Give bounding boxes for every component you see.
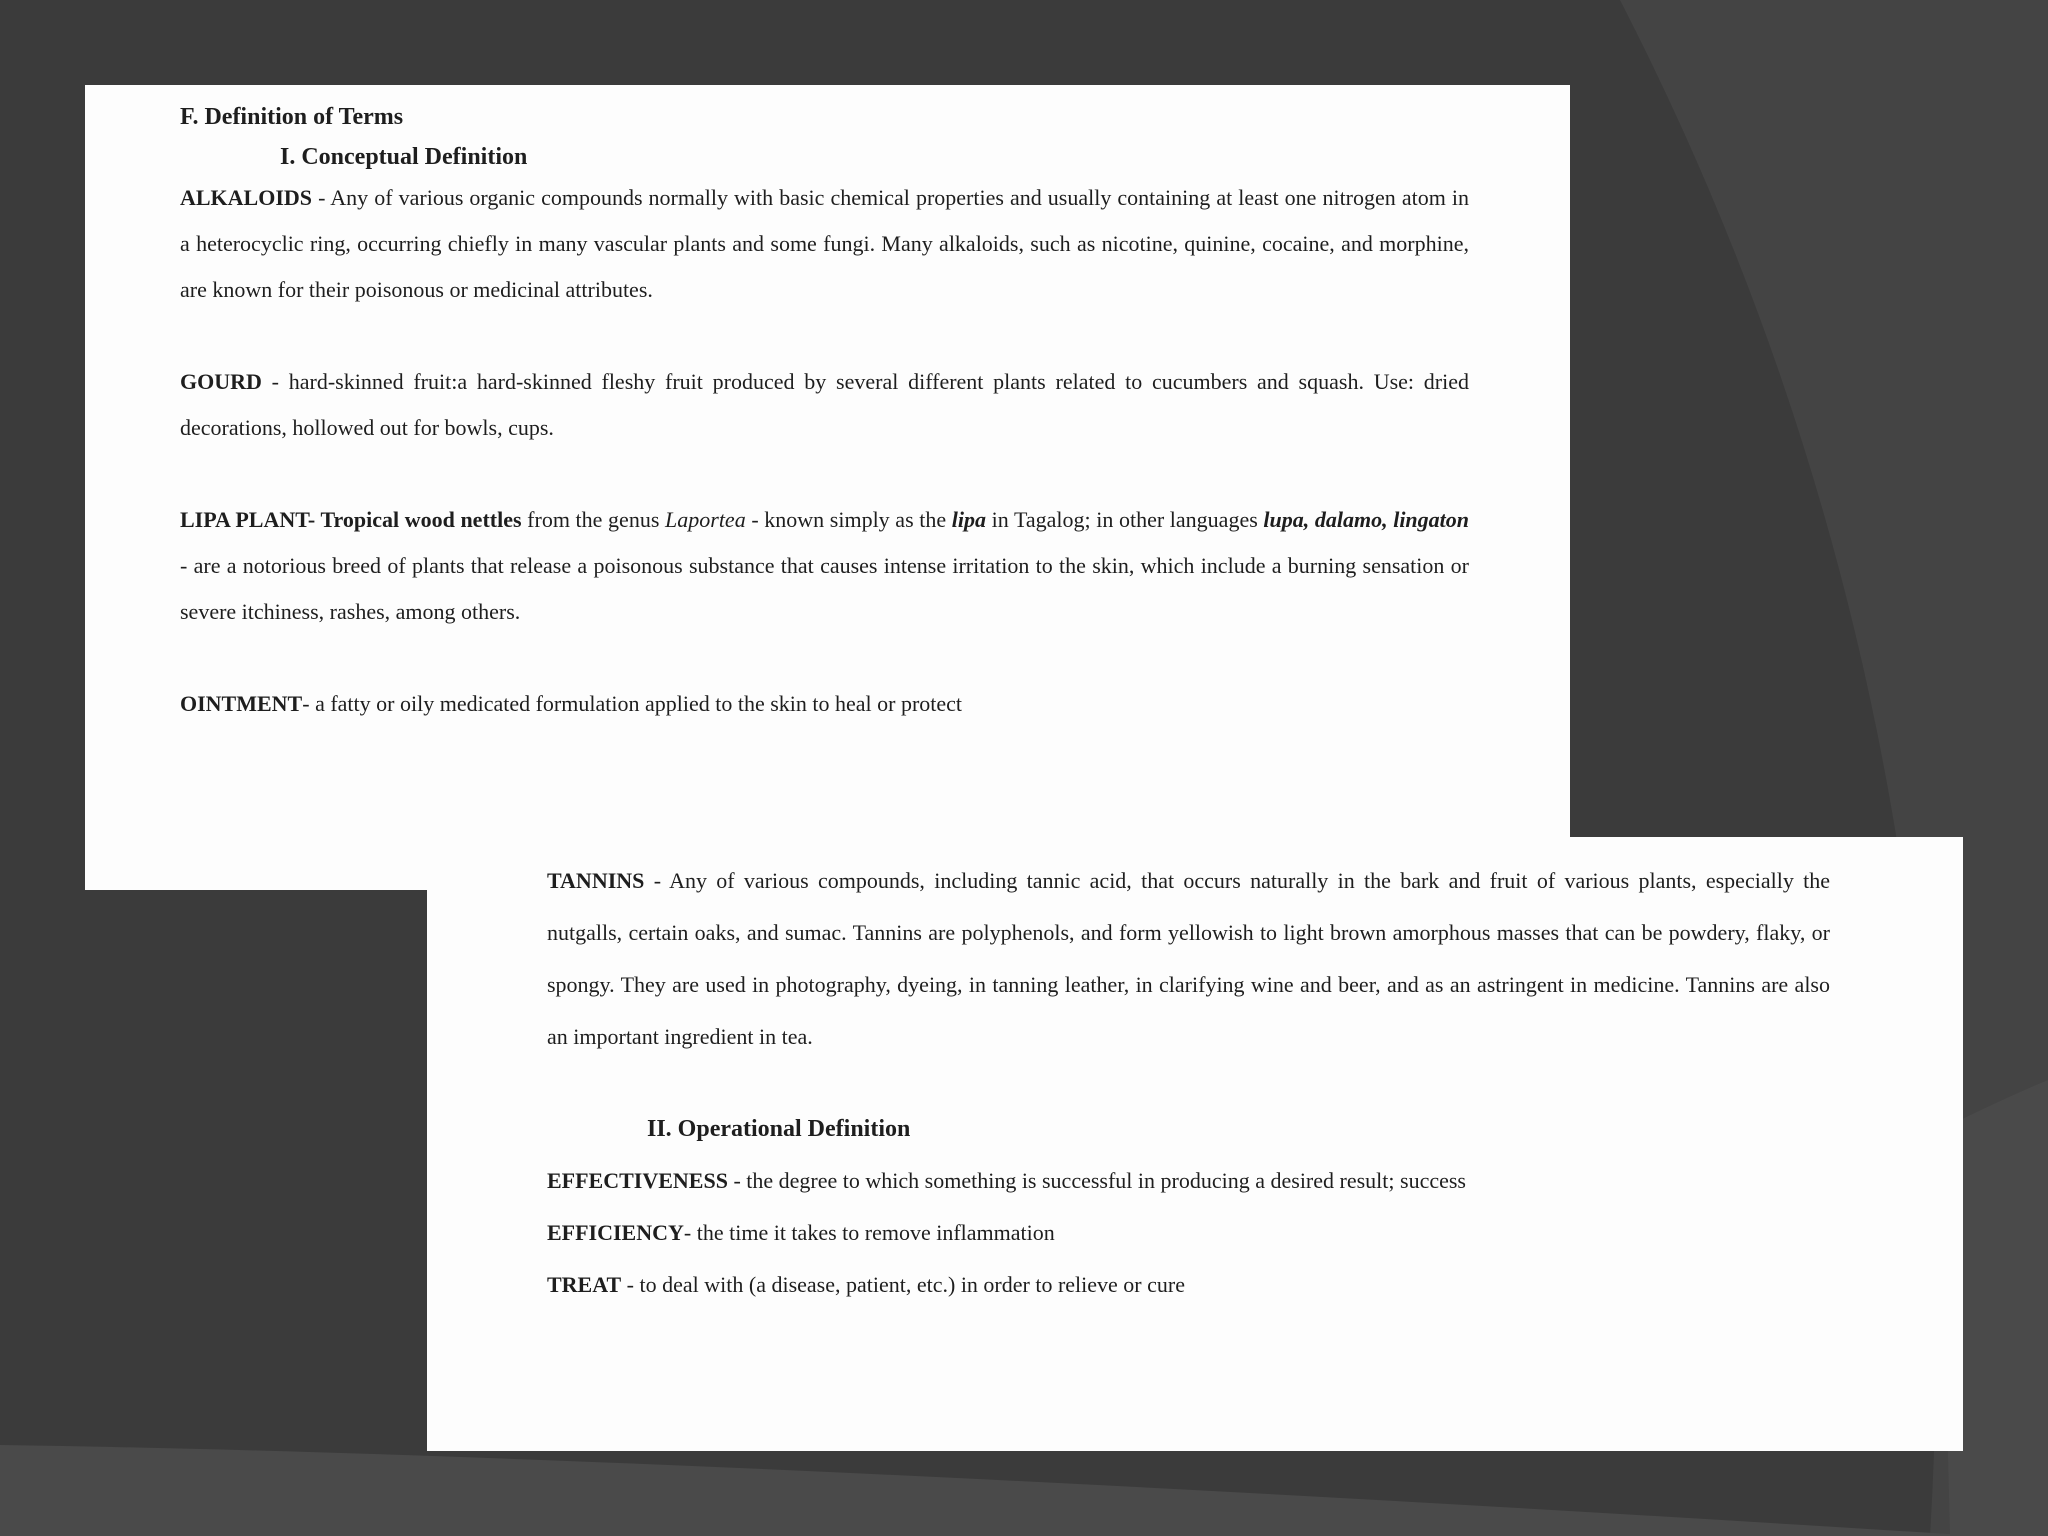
document-page-conceptual: [85, 85, 1570, 890]
definition-text: - known simply as the: [745, 507, 952, 532]
definition-efficiency: [547, 1207, 1830, 1259]
definition-text: in Tagalog; in other languages: [986, 507, 1264, 532]
definition-text: - the degree to which something is successful in producing a desired result; success: [727, 1168, 1466, 1193]
term: GOURD: [180, 369, 262, 394]
term: ALKALOIDS: [180, 185, 313, 210]
section-heading: F. Definition of Terms: [180, 104, 404, 130]
term: EFFICIENCY: [547, 1220, 684, 1245]
definition-text: - to deal with (a disease, patient, etc.) in order to relieve or cure: [621, 1272, 1185, 1297]
term: EFFECTIVENESS: [547, 1168, 728, 1193]
definition-text: - Any of various compounds, including tannic acid, that occurs naturally in the bark and fruit of various plants, especially the nutgalls, certain oaks, and sumac. Tannins are polyphenols, and form yellowish to light brown amorphous masses that can be powdery, flaky, or spongy. They are used in photography, dyeing, in tanning leather, in clarifying wine and beer, and as an astringent in medicine. Tannins are also an important ingredient in tea.: [547, 868, 1830, 1049]
definition-effectiveness: [547, 1155, 1830, 1207]
operational-subheading: II. Operational Definition: [647, 1116, 911, 1142]
definition-lipa-plant: [180, 497, 1469, 635]
definition-text: - are a notorious breed of plants that release a poisonous substance that causes intense irritation to the skin, which include a burning sensation or severe itchiness, rashes, among others.: [180, 553, 1469, 624]
definition-text: - hard-skinned fruit:a hard-skinned fleshy fruit produced by several different plants related to cucumbers and squash. Use: dried decorations, hollowed out for bowls, cups.: [180, 369, 1469, 440]
definition-text: - Any of various organic compounds normally with basic chemical properties and usually containing at least one nitrogen atom in a heterocyclic ring, occurring chiefly in many vascular plants and some fungi. Many alkaloids, such as nicotine, quinine, cocaine, and morphine, are known for their poisonous or medicinal attributes.: [180, 185, 1469, 302]
term: TANNINS: [547, 868, 645, 893]
local-name: lipa: [951, 507, 986, 532]
genus-name: Laportea: [665, 507, 746, 532]
definition-text: from the genus: [521, 507, 666, 532]
definition-ointment: [180, 681, 1469, 727]
definition-tannins: [547, 855, 1830, 1063]
definition-gourd: [180, 359, 1469, 451]
other-names: lupa, dalamo, lingaton: [1263, 507, 1470, 532]
term: LIPA PLANT: [180, 507, 308, 532]
document-page-operational: [427, 837, 1963, 1451]
term: TREAT: [547, 1272, 622, 1297]
definition-alkaloids: [180, 175, 1469, 313]
definition-treat: [547, 1259, 1830, 1311]
definition-text: - a fatty or oily medicated formulation applied to the skin to heal or protect: [302, 691, 963, 716]
definition-text: - the time it takes to remove inflammation: [683, 1220, 1055, 1245]
term: OINTMENT: [180, 691, 303, 716]
conceptual-subheading: I. Conceptual Definition: [280, 144, 528, 170]
term-continuation: - Tropical wood nettles: [307, 507, 522, 532]
